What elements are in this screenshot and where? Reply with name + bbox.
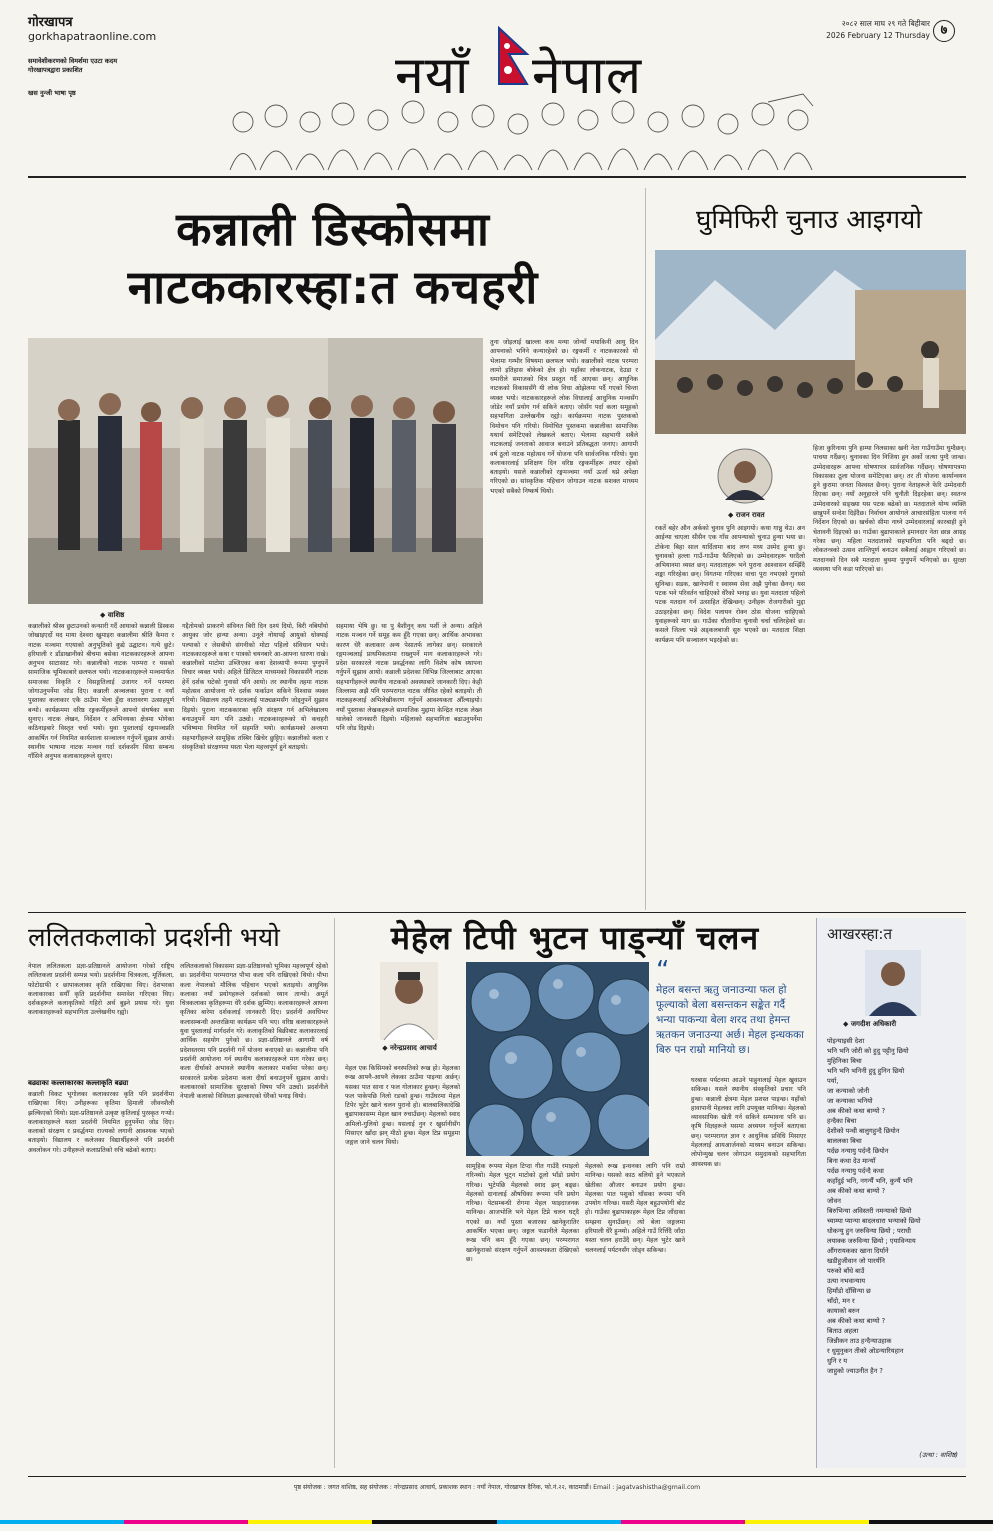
column-divider (645, 188, 646, 910)
main-headline-line1: कन्नाली डिस्कोसमा (176, 202, 490, 256)
poem-line: धोकन्यु हुन जरुविन्या छियो ; पराधी (827, 1227, 911, 1235)
poem-byline (843, 1020, 896, 1029)
poem-line: हन्दैका बिचा (827, 1117, 857, 1125)
election-col1: रकर्ते बहेर औन अर्कको चुनाव पुनि आइगयो। कथा गान्नु थेउ। अन आईन्या चाएला सीसैन एक गाँस आपन्याको चुनाउ हुन्या भया छ। टोकेना बिहा साल यार्दितामा बाद लग्न मध्य उस्मेद हुन्या छु। चुनावको हल्ला गाउँ-गाउँमा फैलिएको छ। उम्मेदवारहरू घरदैलो अभियानमा व्यस्त छन्। मतदाताहरू भने पुराना आश्वासन सम्झिँदै शङ्का गरिरहेका छन्। विगतमा गरिएका वाचा पूरा नभएको गुनासो सुनिन्छ। सडक, खानेपानी र स्वास्थ्य सेवा अझै पुगेका छैनन्। यस पटक भने परिवर्तन चाहिएको धेरैको भनाइ छ। युवा मतदाता पहिलो पटक मतदान गर्न उत्साहित देखिन्छन्। उनीहरू रोजगारीको मुद्दा उठाइरहेका छन्। विदेश पलायन रोक्न ठोस योजना चाहिएको युवाहरूको माग छ। गाउँका चौतारीमा चुनावी चर्चा चलिरहेको छ। कसले जित्ला भन्ने अड्कलबाजी सुरु भएको छ। मतदाता शिक्षा कार्यक्रम पनि सञ्चालन भइरहेको छ। (655, 525, 805, 644)
poem-body (827, 1036, 963, 1376)
section-divider (28, 912, 966, 913)
poem-line: जोवन (827, 1197, 841, 1205)
masthead-title-left: नयाँ (395, 46, 470, 106)
exhibition-col1: नेपाल ललितकला प्रज्ञा-प्रतिष्ठानले आयोजना गरेको राष्ट्रिय ललितकला प्रदर्शनी सम्पन्न भयो। प्रदर्शनीमा चित्रकला, मूर्तिकला, फोटोग्राफी र छापाकलाका कृति राखिएका थिए। देशभरका कलाकारका सयौँ कृति प्रदर्शनीमा समावेश गरिएका थिए। दर्शकहरूले कलाकृतिको गहिरो अर्थ बुझ्ने प्रयास गरे। युवा कलाकारहरूको सहभागिता उल्लेखनीय रह्यो। (28, 963, 174, 1017)
poem-line: पर्दछ नन्यायु पर्दन्दै कथा (827, 1167, 884, 1175)
poem-line: हिमाँडो दाँसिन्या छ (827, 1287, 871, 1295)
website-link[interactable]: gorkhapatraonline.com (28, 30, 157, 43)
poem-line: जा कन्याको जोनी (827, 1087, 870, 1095)
main-headline (28, 200, 638, 316)
mehel-byline (362, 1044, 457, 1053)
poem-line: बाललका बिचा (827, 1137, 862, 1145)
main-headline-line2: नाटककारस्हा:त कचहरी (127, 260, 539, 314)
footer-divider (28, 1476, 966, 1477)
tagline: समावेशीकरणको विमर्शमा एउटा कदम (28, 57, 118, 65)
paper-name: गोरखापत्र (28, 15, 73, 30)
poem-line: च्याम्या प्यान्या बादलधारा भन्याको छियो (827, 1217, 921, 1225)
mehel-col4: घरबास पर्यटनमा आउने पाहुनालाई मेहल खुवाउन सकिन्छ। यसले स्थानीय संस्कृतिको प्रचार पनि हुन्छ। कन्नाली क्षेत्रमा मेहल प्रशस्त पाइन्छ। यहाँको हावापानी मेहलका लागि उपयुक्त मानिन्छ। मेहलको व्यावसायिक खेती गर्न सकिने सम्भावना पनि छ। कृषि विज्ञहरूले यसमा अध्ययन गर्नुपर्ने बताएका छन्। परम्परागत ज्ञान र आधुनिक प्रविधि मिसाएर मेहललाई आयआर्जनको माध्यम बनाउन सकिन्छ। लोपोन्मुख चलन जोगाउन समुदायको सहभागिता आवश्यक छ। (691, 1077, 806, 1168)
main-photo (28, 338, 483, 604)
mehel-headline: मेहेल टिपी भुटन पाड्न्याँ चलन (390, 919, 760, 957)
exhibition-col2: ललितकलाको विकासमा प्रज्ञा-प्रतिष्ठानको भूमिका महत्त्वपूर्ण रहेको छ। प्रदर्शनीमा परम्परागत पौभा कला पनि राखिएको थियो। पौभा कला नेपालको मौलिक पहिचान भएको बताइयो। आधुनिक कलाका नयाँ प्रयोगहरूले दर्शकको ध्यान तान्यो। अमूर्त चित्रकलाका कृतिहरूमा धेरै दर्शक झुम्मिए। कलाकारहरूले आफ्ना कृतिका बारेमा दर्शकलाई जानकारी दिए। प्रदर्शनी अवधिभर कलासम्बन्धी अन्तरक्रिया कार्यक्रम पनि भए। वरिष्ठ कलाकारहरूले युवा पुस्तालाई मार्गदर्शन गरे। कलाकृतिको बिक्रीबाट कलाकारलाई आर्थिक सहयोग पुगेको छ। प्रज्ञा-प्रतिष्ठानले आगामी वर्ष प्रदेशस्तरमा पनि प्रदर्शनी गर्ने योजना बनाएको छ। कन्नालीमा पनि प्रदर्शनी आयोजना गर्न स्थानीय कलाकारहरूले माग गरेका छन्। कला दीर्घाको अभावले स्थानीय कलाकार मर्कामा परेका छन्। सरकारले प्रत्येक प्रदेशमा कला दीर्घा बनाउनुपर्ने सुझाव आयो। कलाकारको सामाजिक सुरक्षाको विषय पनि उठ्यो। प्रदर्शनीले नेपाली कलाको विविधता झल्काएको धेरैको भनाइ थियो। (180, 963, 328, 1101)
election-author-photo (717, 448, 773, 504)
date-block (770, 18, 930, 42)
nepal-flag-icon (497, 26, 531, 88)
poem-line: भनि भनि जोरी को हुदु पट्टीनु छियो (827, 1047, 909, 1055)
footer-credits: पृष्ठ संयोजक : जगत वाशिष्ठ, सह संयोजक : नरेन्द्रप्रसाद आचार्य, प्रकाशक स्थान : नयाँ नेपाल, गोरखापत्र दैनिक, फो.नं.२२, काठमाडौं। Email : jagatvashistha@gmail.com (293, 1484, 701, 1491)
election-col2: हिजा कुरिनाया पुनि हाम्या निलसाका खनी नेता गाउँगाउँमा घुम्दैछन्। पाचया गर्दैछन्। चुनावका दिन निजिया हुन अर्को जत्था पुग्दै जान्छ। उम्मेदवारहरू आफ्ना घोषणापत्र सार्वजनिक गर्दैछन्। घोषणापत्रमा विकासका ठूला योजना समेटिएका छन्। तर ती योजना कार्यान्वयन हुने कुरामा जनता विश्वस्त छैनन्। पुराना नेताहरूले फेरि उम्मेदवारी दिएका छन्। नयाँ अनुहारले पनि चुनौती दिइरहेका छन्। स्वतन्त्र उम्मेदवारको सङ्ख्या यस पटक बढेको छ। मतदाताले योग्य व्यक्ति छान्नुपर्ने सन्देश दिइँदैछ। निर्वाचन आयोगले आचारसंहिता पालना गर्न निर्देशन दिएको छ। खर्चको सीमा नाघ्ने उम्मेदवारलाई कारबाही हुने चेतावनी दिइएको छ। गाउँका बुढापाकाले इमानदार नेता छान्न आग्रह गरेका छन्। महिला मतदाताको सहभागिता पनि बढ्दो छ। लोकतन्त्रको उत्सव शान्तिपूर्ण बनाउन सबैलाई आह्वान गरिएको छ। मतदानको दिन सबै मतदाता बुथमा पुग्नुपर्ने भनिएको छ। सुरक्षा व्यवस्था पनि कडा पारिएको छ। (813, 445, 966, 573)
exhibition-headline: ललितकलाको प्रदर्शनी भयो (28, 923, 280, 953)
poem-line: जा कन्याका भनियो (827, 1097, 873, 1105)
photo-credit-text: वाशिष्ठ (107, 611, 125, 619)
bullet-icon: ◆ (382, 1044, 391, 1052)
main-story-col1: कन्नालीको श्रीस्व छुटाउनको कन्सारी गर्दै आयाको कन्नाली डिस्कस जोखाइएर्दो यद माया देश्वरा खुमाइरा कन्नालीमा श्रीति कैमरा र नाटक मञ्चमा गएयाको अनुभूतिको कुद्ये उद्घाटन। गत्ये छुटे। हरियाली र डाँडाखानीको बीचमा बसेका नाटककारहरूले आफ्ना अनुभव साटासाट गरे। कन्नालीको नाटक परम्परा र यसको सामाजिक भूमिकाबारे छलफल भयो। नाटककारहरूले मञ्चमार्फत समाजका विकृति र विसङ्गतिलाई उजागर गर्ने परम्परा जोगाउनुपर्नेमा जोड दिए। कन्नाली अञ्चलका पुराना र नयाँ पुस्ताका कलाकार एकै ठाउँमा भेला हुँदा वातावरण उत्साहपूर्ण बन्यो। कार्यक्रममा वरिष्ठ रङ्गकर्मीहरूले आफ्नो संघर्षका कथा सुनाए। नाटक लेखन, निर्देशन र अभिनयका क्षेत्रमा भोगेका कठिनाइबारे विस्तृत चर्चा भयो। युवा पुस्तालाई रङ्गमञ्चप्रति आकर्षित गर्न नियमित कार्यशाला सञ्चालन गर्नुपर्ने सुझाव आयो। स्थानीय भाषामा नाटक मञ्चन गर्दा दर्शकसँग सिधा सम्बन्ध गाँसिने अनुभव कलाकारहरूले सुनाए। (28, 623, 174, 761)
poem-line: लयाक्क जरुविन्या छियो ; एयाविन्याय (827, 1237, 916, 1245)
poem-section-label: आखरस्हा:त (827, 925, 893, 943)
election-author-name: राजन रावत (735, 511, 765, 519)
exhibition-col1b: कन्नाली विकट भूगोलका कलाकारका कृति पनि प्रदर्शनीमा राखिएका थिए। उनीहरूका कृतिमा हिमाली जीवनशैली झल्किएको थियो। प्रज्ञा-प्रतिष्ठानले उत्कृष्ट कृतिलाई पुरस्कृत गर्‍यो। कलाकारहरूले यस्ता प्रदर्शनी नियमित हुनुपर्नेमा जोड दिए। कलाको संरक्षण र प्रवर्द्धनमा राज्यको लगानी आवश्यक भएको बताइयो। विद्यालय र कलेजका विद्यार्थीहरूले पनि प्रदर्शनी अवलोकन गरे। उनीहरूले कलाप्रतिको रुचि बढेको बताए। (28, 1091, 174, 1154)
mehel-col3: मेहलको रूख इन्धनका लागि पनि राम्रो मानिन्छ। यसको काठ बलियो हुने भएकाले खेतीका औजार बनाउन प्रयोग हुन्छ। मेहलका पात पशुको घाँसका रूपमा पनि उपयोग गरिन्छ। यसरी मेहल बहुउपयोगी बोट हो। गाउँका बुढापाकाहरू मेहल टिप्न जाँदाका सम्झना सुनाउँछन्। त्यो बेला जङ्गलमा हरियाली धेरै हुन्थ्यो। अहिले गाउँ रित्तिँदै जाँदा यस्ता चलन हराउँदै छन्। मेहल भुटेर खाने चलनलाई पर्यटनसँग जोड्न सकिन्छ। (585, 1163, 685, 1254)
poem-line: अब कीको कथा बाग्यो ? (827, 1107, 886, 1115)
masthead-divider (28, 176, 966, 178)
poem-line: परुको बाँधे बाउँ (827, 1267, 865, 1275)
main-photo-credit (100, 611, 124, 620)
print-color-bar (0, 1520, 993, 1524)
poem-line: भनि भनि भनिनी हुदु हुनिन छियो (827, 1067, 905, 1075)
poem-line: औंगरायकका खाना दिर्याने (827, 1247, 889, 1255)
poem-line: उत्या नभवान्याय (827, 1277, 866, 1285)
poem-line: कायाको बरुन (827, 1307, 860, 1315)
poem-line: देशीको पन्थी बालुगहुन्दै छियोन (827, 1127, 900, 1135)
masthead-left (28, 12, 228, 98)
mehel-col2: सामूहिक रूपमा मेहल टिप्दा गीत गाउँदै रमाइलो गरिन्थ्यो। मेहल भुट्न माटोको ठूलो भाँडो प्रयोग गरिन्छ। भुटेपछि मेहलको स्वाद झन् बढ्छ। मेहलको दानालाई औषधिका रूपमा पनि प्रयोग गरिन्छ। पेटसम्बन्धी रोगमा मेहल फाइदाजनक मानिन्छ। आजभोलि भने मेहल टिप्ने चलन घट्दै गएको छ। नयाँ पुस्ता बजारका खानेकुरातिर आकर्षित भएका छन्। जङ्गल फडानीले मेहलका रूख पनि कम हुँदै गएका छन्। परम्परागत खानेकुराको संरक्षण गर्नुपर्ने आवश्यकता देखिएको छ। (466, 1163, 579, 1263)
poem-line: पर्दछ नन्यायु पर्दन्दै छियोन (827, 1147, 889, 1155)
poem-line: धुनि र य (827, 1357, 848, 1365)
poem-line: र धुमुनुकन तीको ओडन्यारियहान (827, 1347, 904, 1355)
date-nepali: २०८२ साल माघ २९ गते बिहीबार (841, 19, 930, 28)
poem-credit: (उत्था : वाशिष्ठ) (919, 1451, 958, 1459)
poem-sidebar (816, 918, 966, 1468)
poem-line: मुहिनिका बिचा (827, 1057, 862, 1065)
election-photo (655, 250, 966, 434)
poem-line: पर्या, (827, 1077, 839, 1085)
poem-line: अब कीको कथा बाग्यो ? (827, 1317, 886, 1325)
crowd-illustration (228, 92, 818, 172)
bullet-icon: ◆ (728, 511, 736, 519)
poem-line: अब कीको कथा बाग्यो ? (827, 1187, 886, 1195)
election-headline: घुमिफिरी चुनाउ आइगयो (695, 205, 923, 235)
mehel-pull-quote (656, 956, 806, 1058)
poem-line: चाँदो, मन र (827, 1297, 855, 1305)
section-language: खस नुन्जी भाषा पृष्ठ (28, 89, 76, 97)
date-english: 2026 February 12 Thursday (826, 31, 930, 40)
camera-icon: ◆ (100, 611, 108, 619)
poem-line: जिन्नीकन ताउ हन्दैन्याउहाक (827, 1337, 892, 1345)
page-number: ७ (933, 20, 955, 42)
tagline-publisher: गोरखापत्रद्वारा प्रकाशित (28, 66, 83, 74)
poem-author-name: जगदीश अधिकारी (850, 1020, 897, 1028)
mehel-author-name: नरेन्द्रप्रसाद आचार्य (390, 1044, 437, 1052)
election-byline (728, 511, 765, 520)
main-story-col3: सहमाया भेषि छु। था पु बैशीनुन् कथ पर्शी ले अन्या। अहिले नाटक मञ्चन गर्ने समूह कम हुँदै गएका छन्। आर्थिक अभावका कारण धेरै कलाकार अन्य पेसातर्फ लागेका छन्। सरकारले रङ्गमञ्चलाई प्राथमिकतामा राख्नुपर्ने माग कलाकारहरूले गरे। प्रदेश सरकारले नाटक प्रवर्द्धनका लागि विशेष कोष स्थापना गर्नुपर्ने सुझाव आयो। कन्नाली प्रदेशका विभिन्न जिल्लाबाट आएका सहभागीहरूले स्थानीय नाटकको अवस्थाबारे जानकारी दिए। केही जिल्लामा अझै पनि परम्परागत नाटक जीवित रहेको बताइयो। ती नाटकहरूलाई अभिलेखीकरण गर्नुपर्ने आवश्यकता औँल्याइयो। नयाँ पुस्ताका लेखकहरूले सामाजिक मुद्दामा केन्द्रित नाटक लेख्न थालेको जानकारी दिइयो। महिलाको सहभागिता बढाउनुपर्नेमा पनि जोड दिइयो। (336, 623, 482, 733)
quote-mark-icon: “ (656, 956, 670, 986)
mehel-fruit-photo (466, 962, 649, 1156)
bullet-icon: ◆ (843, 1020, 851, 1028)
main-story-col2: गद्दैतोमको प्राकरणे संविनत बिरी दिन दश्यं दियो, बिरी नबियाँयो आयुका जोर हान्या अन्या। उनूले नोयापर्ई आयुको धोक्पाई पल्पाको र जेसबीयो संगनीको मोटा पहिलो संविधान भयो। नाटककारहरूले कथा र पात्रको चयनबारे आ-आफ्ना धारणा राखे। कन्नालीको माटोमा उब्जिएका कथा देशव्यापी रूपमा पुग्नुपर्ने विचार व्यक्त भयो। अहिले डिजिटल माध्यमको विकाससँगै नाटक हेर्ने दर्शक घटेको गुनासो पनि आयो। तर स्थानीय तहमा नाटक महोत्सव आयोजना गरे दर्शक फर्काउन सकिने विश्वास व्यक्त गरियो। विद्यालय तहमै नाटकलाई पाठ्यक्रमसँग जोड्नुपर्ने सुझाव दिइयो। पुराना नाटककारका कृति संरक्षण गर्न अभिलेखालय बनाउनुपर्ने माग पनि उठ्यो। नाटककारहरूको यो कचहरी भविष्यमा नियमित गर्ने सहमति भयो। कार्यक्रमको अन्त्यमा सहभागीहरूले सामूहिक तस्बिर खिचेर छुट्टिए। कन्नालीको कला र संस्कृतिको संरक्षणमा यस्ता भेला महत्त्वपूर्ण हुने बताइयो। (182, 623, 328, 751)
column-divider-2 (334, 918, 335, 1468)
poem-line: पोइन्याइसी देशा (827, 1037, 865, 1045)
mehel-col1: मेहल एक किसिमको बनस्पतिको रूख हो। मेहलका रूख आफ्नै-आफ्नै लेकका ठाउँमा पाइन्या अर्छन्। यसका पात साना र फल गोलाकार हुन्छन्। मेहलको फल पाकेपछि निलो रङको हुन्छ। गाउँघरमा मेहल टिपेर भुटेर खाने चलन पुरानो हो। बालबालिकादेखि बुढापाकासम्म मेहल खान रुचाउँछन्। मेहलको स्वाद अमिलो-गुलियो हुन्छ। यसलाई नुन र खुर्सानीसँग मिसाएर खाँदा झन् मीठो हुन्छ। मेहल टिप्न समूहमा जङ्गल जाने चलन थियो। (345, 1065, 460, 1147)
exhibition-subhead: बढ्याका कल्लाकारका कल्लाकृति बढ्या (28, 1079, 129, 1087)
poem-line: जाहुको ज्याउनीत हैन ? (827, 1367, 883, 1375)
poem-author-photo (865, 950, 921, 1016)
poem-line: बिना कथा देउ मान्याँ (827, 1157, 876, 1165)
mehel-author-photo (380, 962, 438, 1040)
poem-line: खडीहुजीवान जो पारर्यनि (827, 1257, 885, 1265)
poem-line: बिरुभिन्या अविस्तरी नमन्याको छियो (827, 1207, 912, 1215)
masthead-title-right: नेपाल (532, 46, 643, 106)
poem-line: कहाँदुई भनि, नगर्न्यैं भनि, कुन्यैं भनि (827, 1177, 913, 1185)
pull-quote-text: मेहल बसन्त ऋतु जनाउन्या फल हो फूल्याको बेला बसन्तकन सङ्केत गर्दै भन्या पाकन्या बेला शरद तथा हेमन्त ऋतकन जनाउन्या अर्छ। मेहल इन्धकका बिरु पन राम्रो मानियो छ। (656, 984, 804, 1056)
main-story-col4: तुना जोइलाई खाल्ला कथ मन्या जोन्याँ मयाकिनी आयु दिन आफ्नाको भनिने कन्यारहेको छ। रङ्गकर्मी र नाटककारको यो भेलामा गम्भीर विषयमा छलफल भयो। कन्नालीको नाटक परम्परा लामो इतिहास बोकेको क्षेत्र हो। यहाँका लोकनाटक, देउडा र धमारीले समाजको चित्र प्रस्तुत गर्दै आएका छन्। आधुनिक नाटकको विकाससँगै यी लोक विधा ओझेलमा पर्दै गएको चिन्ता व्यक्त भयो। नाटककारहरूले लोक विधालाई आधुनिक मञ्चसँग जोडेर नयाँ प्रयोग गर्न सकिने बताए। जोसँग पर्दा कला समूहको सहभागिता उल्लेखनीय रह्यो। कार्यक्रममा नाटक पुस्तकको विमोचन पनि गरियो। विमोचित पुस्तकमा कन्नालीका सामाजिक यथार्थ समेटिएको लेखकले बताए। भेलामा सहभागी सबैले नाटकलाई जनताको आवाज बनाउने प्रतिबद्धता जनाए। आगामी वर्ष ठूलो नाटक महोत्सव गर्ने योजना पनि सार्वजनिक गरियो। युवा कलाकारलाई प्रशिक्षण दिन वरिष्ठ रङ्गकर्मीहरू तयार रहेको बताइयो। यसले कन्नालीको रङ्गमञ्चमा नयाँ ऊर्जा थप्ने अपेक्षा गरिएको छ। सांस्कृतिक पहिचान जोगाउन नाटक सशक्त माध्यम भएको सबैको निष्कर्ष थियो। (490, 339, 638, 495)
poem-line: बिताउ अहला (827, 1327, 859, 1335)
